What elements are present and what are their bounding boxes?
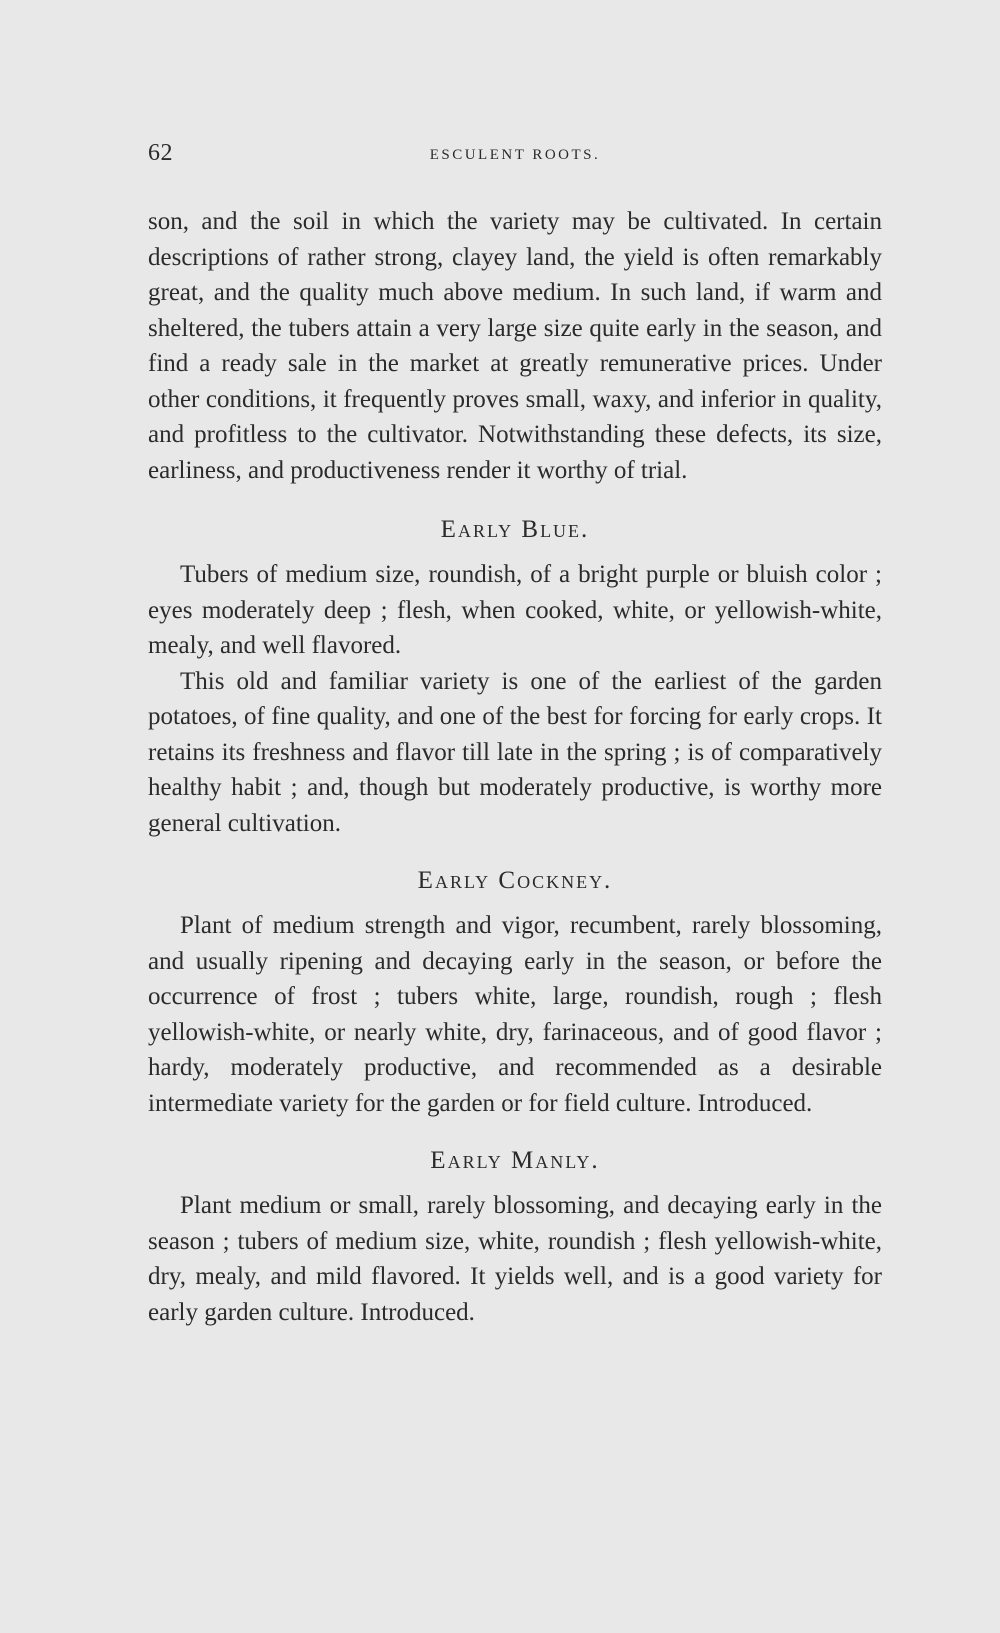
running-title: ESCULENT ROOTS. [429, 147, 601, 163]
section-heading-early-blue: Early Blue. [440, 516, 590, 543]
early-cockney-description: Plant of medium strength and vigor, recumbent, rarely blossoming, and usually ripening and decaying early in the season, or before the occurrence of frost ; tubers white, large, roundish, rough ; flesh yellowish-white, or nearly white, dry, farinaceous, and of good flavor ; hardy, moderately productive, and recommended as a desirable intermediate variety for the garden or for field culture. Introduced. [148, 912, 882, 1117]
running-head [148, 140, 882, 180]
section-heading-early-cockney: Early Cockney. [417, 867, 613, 894]
continuation-paragraph: son, and the soil in which the variety may be cultivated. In certain descriptions of rather strong, clayey land, the yield is often remarkably great, and the quality much above medium. In such land, if warm and sheltered, the tubers attain a very large size quite early in the season, and find a ready sale in the market at greatly remunerative prices. Under other conditions, it frequently proves small, waxy, and inferior in quality, and profitless to the cultivator. Notwithstanding these defects, its size, earliness, and productiveness render it worthy of trial. [148, 208, 882, 484]
early-manly-description: Plant medium or small, rarely blossoming, and decaying early in the season ; tubers of medium size, white, roundish ; flesh yellowish-white, dry, mealy, and mild flavored. It yields well, and is a good variety for early garden culture. Introduced. [148, 1192, 882, 1326]
early-blue-description: Tubers of medium size, roundish, of a bright purple or bluish color ; eyes moderately deep ; flesh, when cooked, white, or yellowish-white, mealy, and well flavored. [148, 561, 882, 659]
section-heading-early-manly: Early Manly. [430, 1147, 600, 1174]
page-number: 62 [148, 140, 173, 166]
early-blue-notes: This old and familiar variety is one of the earliest of the garden potatoes, of fine quality, and one of the best for forcing for early crops. It retains its freshness and flavor till late in the spring ; is of comparatively healthy habit ; and, though but moderately productive, is worthy more general cultivation. [148, 667, 882, 837]
body-text [148, 204, 882, 1330]
